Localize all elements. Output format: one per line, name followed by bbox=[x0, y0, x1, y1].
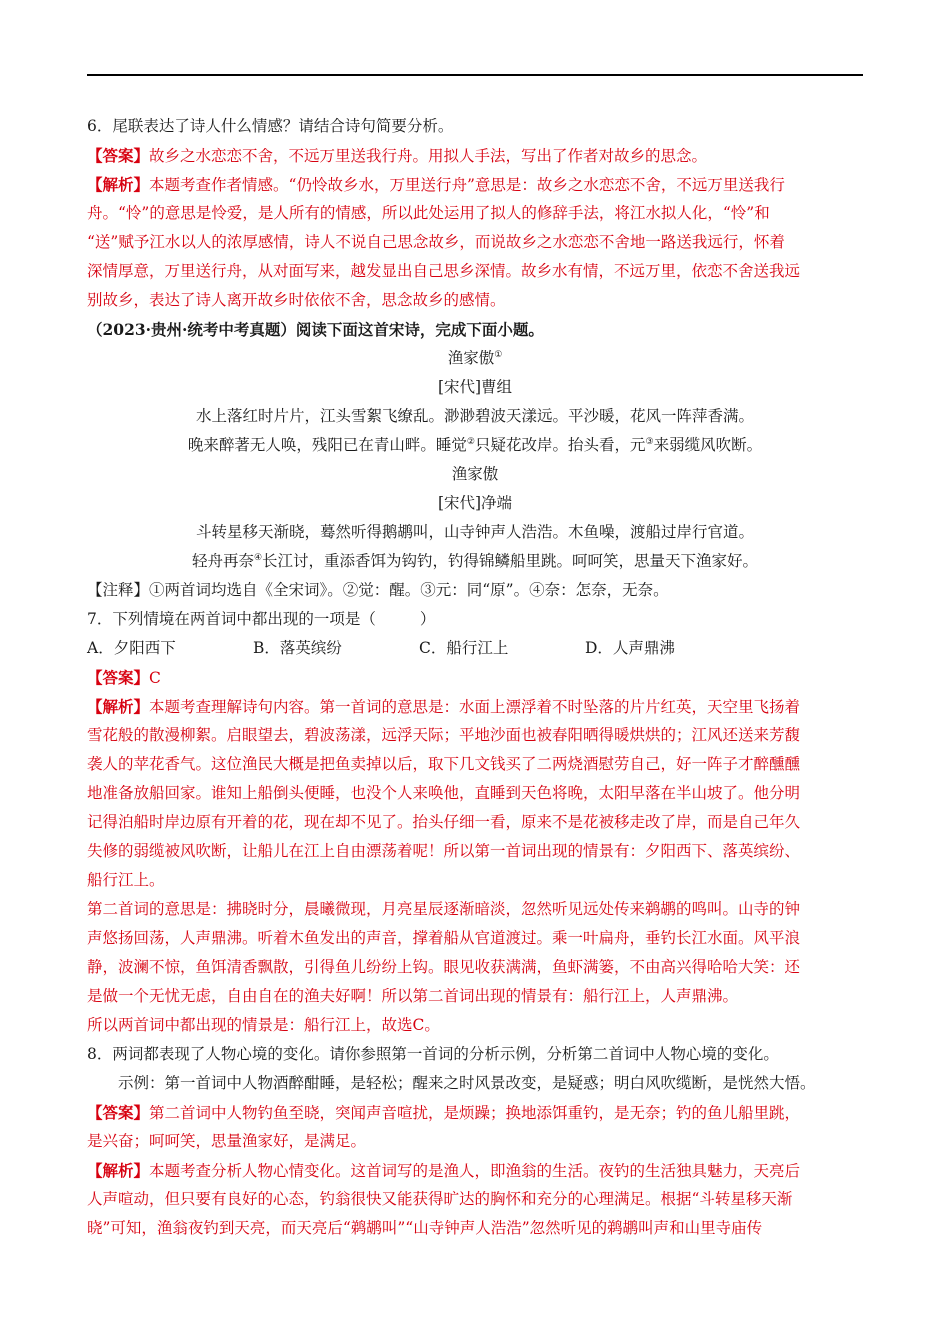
q6-analysis-line bbox=[87, 170, 863, 199]
answer-tag: 【答案】 bbox=[87, 146, 150, 165]
q7-analysis-line: 雪花般的散漫柳絮。启眼望去，碧波荡漾，远浮天际；平地沙面也被春阳晒得暖烘烘的；江风还送来芳馥 bbox=[87, 726, 801, 744]
section-intro: （2023·贵州·统考中考真题）阅读下面这首宋诗，完成下面小题。 bbox=[87, 320, 544, 339]
q7-analysis-line: 静，波澜不惊，鱼饵清香飘散，引得鱼儿纷纷上钩。眼见收获满满，鱼虾满篓，不由高兴得哈哈大笑：还 bbox=[87, 958, 801, 976]
q8-analysis-line bbox=[87, 1156, 863, 1185]
q6-analysis-line: “送”赋予江水以人的浓厚感情，诗人不说自己思念故乡，而说故乡之水恋恋不舍地一路送我远行，怀着 bbox=[87, 233, 785, 251]
footnote-mark: ③ bbox=[645, 436, 654, 447]
analysis-text: 本题考查作者情感。“仍怜故乡水，万里送行舟”意思是：故乡之水恋恋不舍，不远万里送我行 bbox=[149, 176, 785, 194]
analysis-tag: 【解析】 bbox=[87, 697, 150, 716]
analysis-tag: 【解析】 bbox=[87, 1161, 150, 1180]
q6-question: 6．尾联表达了诗人什么情感？请结合诗句简要分析。 bbox=[87, 117, 454, 135]
q6-analysis-line: 舟。“怜”的意思是怜爱，是人所有的情感，所以此处运用了拟人的修辞手法，将江水拟人化，“怜”和 bbox=[87, 204, 770, 222]
q8-example: 示例：第一首词中人物酒醉酣睡，是轻松；醒来之时风景改变，是疑惑；明白风吹缆断，是恍然大悟。 bbox=[118, 1074, 816, 1092]
q7-question bbox=[87, 605, 863, 634]
poem-text: 来弱缆风吹断。 bbox=[653, 436, 763, 454]
header-rule bbox=[87, 74, 863, 76]
option-d: D．人声鼎沸 bbox=[585, 639, 675, 657]
footnote-mark: ① bbox=[494, 349, 503, 360]
poem-text: 长江讨，重添香饵为钩钓，钓得锦鳞船里跳。呵呵笑，思量天下渔家好。 bbox=[262, 552, 759, 570]
poem1-title-text: 渔家傲 bbox=[447, 349, 495, 367]
poem-text: 只疑花改岸。抬头看，元 bbox=[474, 436, 646, 454]
document-body bbox=[87, 112, 863, 1243]
option-b: B．落英缤纷 bbox=[253, 639, 342, 657]
answer-text: 第二首词中人物钓鱼至晓，突闻声音喧扰，是烦躁；换地添饵重钓，是无奈；钓的鱼儿船里跳， bbox=[149, 1104, 801, 1122]
poem1-author: [宋代]曹组 bbox=[437, 378, 513, 396]
poem-text: 轻舟再奈 bbox=[191, 552, 254, 570]
q7-analysis-line: 第二首词的意思是：拂晓时分，晨曦微现，月亮星辰逐渐暗淡，忽然听见远处传来鹈鹕的鸣叫。山寺的钟 bbox=[87, 900, 801, 918]
poem2-line: 斗转星移天渐晓，蓦然听得鹅鹕叫，山寺钟声人浩浩。木鱼噪，渡船过岸行官道。 bbox=[195, 523, 754, 541]
answer-tag: 【答案】 bbox=[87, 1103, 150, 1122]
annotation: 【注释】①两首词均选自《全宋词》。②觉：醒。③元：同“原”。④奈：怎奈，无奈。 bbox=[87, 581, 669, 599]
q8-analysis-line: 人声喧动，但只要有良好的心态，钓翁很快又能获得旷达的胸怀和充分的心理满足。根据“斗转星移天渐 bbox=[87, 1190, 793, 1208]
question-text: 7．下列情境在两首词中都出现的一项是（ bbox=[87, 610, 376, 628]
q8-analysis-line: 晓”可知，渔翁夜钓到天亮，而天亮后“鹈鹕叫”“山寺钟声人浩浩”忽然听见的鹈鹕叫声和山里寺庙传 bbox=[87, 1219, 763, 1237]
analysis-text: 本题考查理解诗句内容。第一首词的意思是：水面上漂浮着不时坠落的片片红英，天空里飞扬着 bbox=[149, 698, 801, 716]
q7-analysis-line: 失修的弱缆被风吹断，让船儿在江上自由漂荡着呢！所以第一首词出现的情景有：夕阳西下、落英缤纷、 bbox=[87, 842, 801, 860]
poem1-line: 水上落红时片片，江头雪絮飞缭乱。渺渺碧波天漾远。平沙暖，花风一阵萍香满。 bbox=[195, 407, 754, 425]
q7-analysis-line: 记得泊船时岸边原有开着的花，现在却不见了。抬头仔细一看，原来不是花被移走改了岸，而是自己年久 bbox=[87, 813, 801, 831]
q6-answer bbox=[87, 141, 863, 170]
q6-analysis-line: 深情厚意，万里送行舟，从对面写来，越发显出自己思乡深情。故乡水有情，不远万里，依恋不舍送我远 bbox=[87, 262, 801, 280]
q7-answer bbox=[87, 663, 863, 692]
q7-analysis-line: 所以两首词中都出现的情景是：船行江上，故选C。 bbox=[87, 1016, 440, 1034]
poem2-line bbox=[87, 547, 863, 576]
poem1-title bbox=[87, 344, 863, 373]
poem1-line bbox=[87, 431, 863, 460]
option-c: C．船行江上 bbox=[419, 639, 509, 657]
answer-text: C bbox=[149, 669, 161, 687]
poem-text: 晚来醉著无人唤，残阳已在青山畔。睡觉 bbox=[187, 436, 467, 454]
answer-tag: 【答案】 bbox=[87, 668, 150, 687]
footnote-mark: ② bbox=[466, 436, 475, 447]
q7-analysis-line bbox=[87, 692, 863, 721]
q8-answer-line: 是兴奋；呵呵笑，思量渔家好，是满足。 bbox=[87, 1132, 367, 1150]
answer-text: 故乡之水恋恋不舍，不远万里送我行舟。用拟人手法，写出了作者对故乡的思念。 bbox=[149, 147, 708, 165]
analysis-tag: 【解析】 bbox=[87, 175, 150, 194]
q8-answer bbox=[87, 1098, 863, 1127]
question-text: ） bbox=[419, 610, 436, 628]
q7-analysis-line: 声悠扬回荡，人声鼎沸。听着木鱼发出的声音，撑着船从官道渡过。乘一叶扁舟，垂钓长江水面。风平浪 bbox=[87, 929, 801, 947]
poem2-author: [宋代]净端 bbox=[437, 494, 513, 512]
footnote-mark: ④ bbox=[253, 552, 263, 563]
q8-question: 8．两词都表现了人物心境的变化。请你参照第一首词的分析示例，分析第二首词中人物心境的变化。 bbox=[87, 1045, 779, 1063]
q7-analysis-line: 是做一个无忧无虑，自由自在的渔夫好啊！所以第二首词出现的情景有：船行江上，人声鼎沸。 bbox=[87, 987, 739, 1005]
q7-options bbox=[87, 634, 863, 663]
analysis-text: 本题考查分析人物心情变化。这首词写的是渔人，即渔翁的生活。夜钓的生活独具魅力，天亮后 bbox=[149, 1162, 801, 1180]
q6-analysis-line: 别故乡，表达了诗人离开故乡时依依不舍，思念故乡的感情。 bbox=[87, 291, 506, 309]
option-a: A．夕阳西下 bbox=[87, 639, 176, 657]
q7-analysis-line: 袭人的苹花香气。这位渔民大概是把鱼卖掉以后，取下几文钱买了二两烧酒慰劳自己，好一阵子才醉醺醺 bbox=[87, 755, 801, 773]
poem2-title: 渔家傲 bbox=[451, 465, 499, 483]
q7-analysis-line: 地准备放船回家。谁知上船倒头便睡，也没个人来唤他，直睡到天色将晚，太阳早落在半山坡了。他分明 bbox=[87, 784, 801, 802]
q7-analysis-line: 船行江上。 bbox=[87, 871, 165, 889]
